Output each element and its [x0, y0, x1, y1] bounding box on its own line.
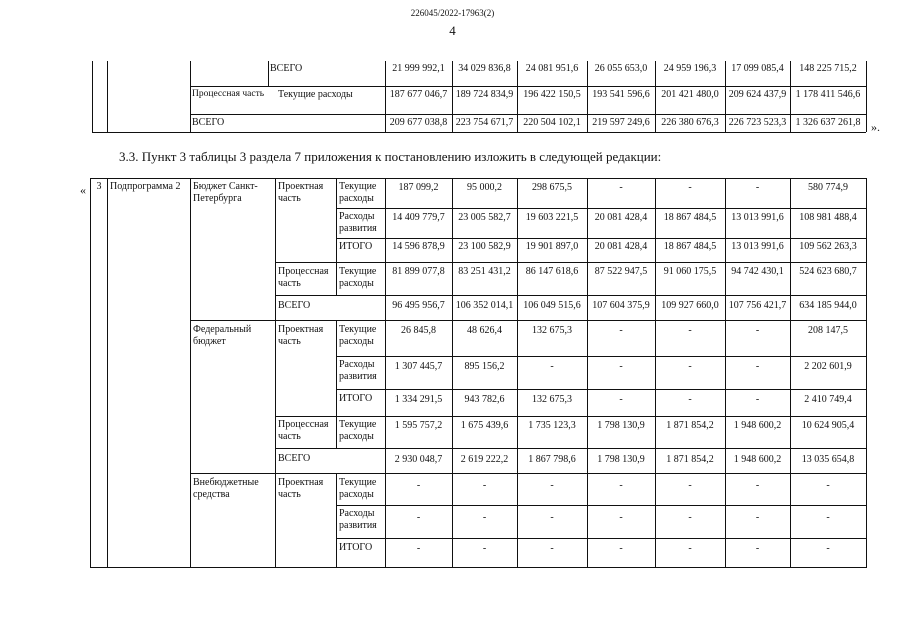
table-cell: - [550, 543, 554, 554]
table-border [336, 208, 866, 209]
table-cell: 24 959 196,3 [663, 63, 717, 74]
table-cell: 48 626,4 [467, 325, 502, 336]
table-cell: 18 867 484,5 [663, 241, 717, 252]
table-cell: 2 930 048,7 [394, 454, 443, 465]
opening-quote: « [80, 183, 86, 197]
table-cell: - [619, 480, 623, 491]
table-cell: 14 409 779,7 [392, 212, 445, 223]
table-border [275, 295, 866, 296]
table-cell: 14 596 878,9 [392, 241, 445, 252]
table-border [107, 61, 108, 132]
table-cell: 1 948 600,2 [733, 454, 782, 465]
table-border [275, 178, 276, 567]
project-part-label: Проектная часть [278, 477, 324, 500]
table-cell: - [755, 361, 760, 372]
table-cell: 209 677 038,8 [389, 117, 448, 128]
total-label: ВСЕГО [278, 453, 311, 464]
table-border [336, 389, 866, 390]
table-cell: - [755, 394, 760, 405]
table-cell: 17 099 085,4 [731, 63, 784, 74]
table-cell: - [688, 325, 692, 336]
table-border [275, 262, 866, 263]
table-cell: - [755, 325, 760, 336]
budget-extra-label: Внебюджетные средства [193, 477, 259, 500]
table-border [190, 114, 866, 115]
budget-federal-label: Федеральный бюджет [193, 324, 252, 347]
table-cell: 20 081 428,4 [594, 241, 648, 252]
table-cell: 18 867 484,5 [663, 212, 717, 223]
closing-quote: ». [871, 120, 880, 134]
table-cell: 13 013 991,6 [731, 212, 784, 223]
table-cell: 107 756 421,7 [728, 300, 787, 311]
table-cell: - [550, 480, 554, 491]
table-border [866, 178, 867, 567]
table-cell: 208 147,5 [808, 325, 848, 336]
table-cell: - [416, 543, 421, 554]
table-cell: 86 147 618,6 [525, 266, 579, 277]
table-cell: 23 100 582,9 [458, 241, 511, 252]
table-border [275, 448, 866, 449]
table-cell: 91 060 175,5 [663, 266, 717, 277]
table-cell: 109 927 660,0 [661, 300, 719, 311]
table-cell: - [416, 512, 421, 523]
table-cell: 187 677 046,7 [389, 89, 448, 100]
table-border [92, 61, 93, 132]
table-border [336, 505, 866, 506]
table-border [190, 86, 866, 87]
table-cell: 1 948 600,2 [733, 420, 782, 431]
table-cell: 26 845,8 [401, 325, 436, 336]
table-cell: 1 871 854,2 [666, 454, 714, 465]
row-number: 3 [96, 181, 102, 192]
table-cell: 13 013 991,6 [731, 241, 784, 252]
table-border [336, 356, 866, 357]
table-border [190, 61, 191, 132]
table-cell: - [826, 512, 830, 523]
section-instruction: 3.3. Пункт 3 таблицы 3 раздела 7 приложения к постановлению изложить в следующей редакции: [119, 149, 662, 164]
table-border [107, 178, 108, 567]
table-cell: - [482, 543, 487, 554]
table-cell: 2 410 749,4 [804, 394, 852, 405]
subtotal-label: ИТОГО [339, 542, 373, 553]
table-cell: 21 999 992,1 [392, 63, 445, 74]
table-border [275, 416, 866, 417]
development-expenses-label: Расходы развития [339, 359, 377, 382]
table-cell: - [688, 512, 692, 523]
table-cell: 132 675,3 [532, 394, 572, 405]
table-cell: 96 495 956,7 [392, 300, 445, 311]
table-cell: 226 723 523,3 [728, 117, 787, 128]
table-cell: 1 798 130,9 [597, 454, 645, 465]
table-cell: - [619, 325, 623, 336]
total-label: ВСЕГО [278, 300, 311, 311]
table-cell: 1 871 854,2 [666, 420, 714, 431]
table-border [866, 61, 867, 132]
table-cell: 1 326 637 261,8 [795, 117, 861, 128]
table-cell: 20 081 428,4 [594, 212, 648, 223]
table-cell: 1 178 411 546,6 [795, 89, 861, 100]
table-cell: 148 225 715,2 [799, 63, 857, 74]
table-cell: - [688, 480, 692, 491]
table-cell: - [688, 361, 692, 372]
table-cell: 223 754 671,7 [455, 117, 514, 128]
table-cell: 2 202 601,9 [804, 361, 852, 372]
table-cell: 1 867 798,6 [528, 454, 576, 465]
table-cell: - [619, 394, 623, 405]
table-cell: 81 899 077,8 [392, 266, 445, 277]
grand-total-label: ВСЕГО [192, 117, 225, 128]
table-cell: - [826, 543, 830, 554]
table-cell: 1 798 130,9 [597, 420, 645, 431]
table-cell: 580 774,9 [808, 182, 848, 193]
table-cell: - [482, 512, 487, 523]
table-border [190, 473, 866, 474]
current-expenses-label: Текущие расходы [339, 477, 377, 500]
subtotal-label: ИТОГО [339, 241, 373, 252]
table-cell: 13 035 654,8 [801, 454, 855, 465]
table-cell: - [755, 543, 760, 554]
table-border [92, 132, 866, 133]
table-cell: 2 619 222,2 [460, 454, 509, 465]
table-cell: 201 421 480,0 [661, 89, 719, 100]
table-cell: 193 541 596,6 [592, 89, 650, 100]
table-cell: - [550, 512, 554, 523]
table-cell: 1 334 291,5 [394, 394, 443, 405]
table-cell: 1 307 445,7 [394, 361, 443, 372]
table-cell: - [755, 182, 760, 193]
table-border [336, 320, 337, 448]
table-border [90, 178, 867, 179]
table-cell: 87 522 947,5 [594, 266, 648, 277]
table-cell: - [416, 480, 421, 491]
table-border [268, 61, 269, 86]
table-cell: 220 504 102,1 [523, 117, 581, 128]
table-cell: 524 623 680,7 [799, 266, 857, 277]
process-part-label: Процессная часть [278, 419, 329, 442]
table-cell: 196 422 150,5 [523, 89, 581, 100]
current-expenses-label: Текущие расходы [278, 89, 353, 100]
development-expenses-label: Расходы развития [339, 211, 377, 234]
table-cell: 19 901 897,0 [525, 241, 579, 252]
table-cell: 23 005 582,7 [458, 212, 511, 223]
table-cell: 219 597 249,6 [592, 117, 650, 128]
table-cell: - [755, 512, 760, 523]
project-part-label: Проектная часть [278, 324, 324, 347]
table-cell: 1 595 757,2 [394, 420, 443, 431]
development-expenses-label: Расходы развития [339, 508, 377, 531]
table-border [336, 178, 337, 295]
table-cell: - [688, 182, 692, 193]
process-part-label: Процессная часть [192, 89, 265, 99]
document-code: 226045/2022-17963(2) [410, 8, 495, 18]
table-border [336, 473, 337, 567]
table-cell: - [619, 512, 623, 523]
table-cell: 83 251 431,2 [458, 266, 511, 277]
table-cell: 634 185 944,0 [799, 300, 857, 311]
table-cell: 19 603 221,5 [525, 212, 579, 223]
table-cell: 34 029 836,8 [458, 63, 511, 74]
budget-spb-label: Бюджет Санкт-Петербурга [193, 181, 258, 204]
table-border [190, 320, 866, 321]
page-number: 4 [449, 23, 456, 38]
table-cell: - [619, 182, 623, 193]
table-cell: 109 562 263,3 [799, 241, 857, 252]
table-cell: - [826, 480, 830, 491]
current-expenses-label: Текущие расходы [339, 419, 377, 442]
table-cell: 107 604 375,9 [592, 300, 650, 311]
table-cell: 24 081 951,6 [525, 63, 579, 74]
process-part-label: Процессная часть [278, 266, 329, 289]
table-cell: 108 981 488,4 [799, 212, 857, 223]
table-cell: - [688, 543, 692, 554]
table-cell: 106 352 014,1 [455, 300, 514, 311]
current-expenses-label: Текущие расходы [339, 266, 377, 289]
table-cell: - [550, 361, 554, 372]
current-expenses-label: Текущие расходы [339, 324, 377, 347]
table-border [90, 178, 91, 567]
table-cell: 1 735 123,3 [528, 420, 576, 431]
table-cell: 10 624 905,4 [801, 420, 855, 431]
table-border [336, 538, 866, 539]
subprogram-label: Подпрограмма 2 [110, 181, 181, 192]
table-cell: - [755, 480, 760, 491]
table-cell: 209 624 437,9 [728, 89, 787, 100]
table-cell: 94 742 430,1 [731, 266, 784, 277]
table-cell: 95 000,2 [467, 182, 502, 193]
current-expenses-label: Текущие расходы [339, 181, 377, 204]
table-cell: 895 156,2 [464, 361, 505, 372]
table-cell: 187 099,2 [398, 182, 439, 193]
table-cell: 298 675,5 [532, 182, 572, 193]
project-part-label: Проектная часть [278, 181, 324, 204]
subtotal-label: ИТОГО [339, 393, 373, 404]
table-cell: - [619, 361, 623, 372]
table-cell: 132 675,3 [532, 325, 572, 336]
table-cell: - [619, 543, 623, 554]
table-cell: 943 782,6 [464, 394, 505, 405]
table-cell: 106 049 515,6 [523, 300, 581, 311]
table-cell: 189 724 834,9 [455, 89, 514, 100]
table-cell: - [482, 480, 487, 491]
table-cell: - [688, 394, 692, 405]
total-label: ВСЕГО [270, 63, 303, 74]
table-cell: 226 380 676,3 [661, 117, 719, 128]
table-border [90, 567, 867, 568]
table-border [190, 178, 191, 567]
table-cell: 26 055 653,0 [594, 63, 648, 74]
table-cell: 1 675 439,6 [460, 420, 509, 431]
table-border [336, 238, 866, 239]
